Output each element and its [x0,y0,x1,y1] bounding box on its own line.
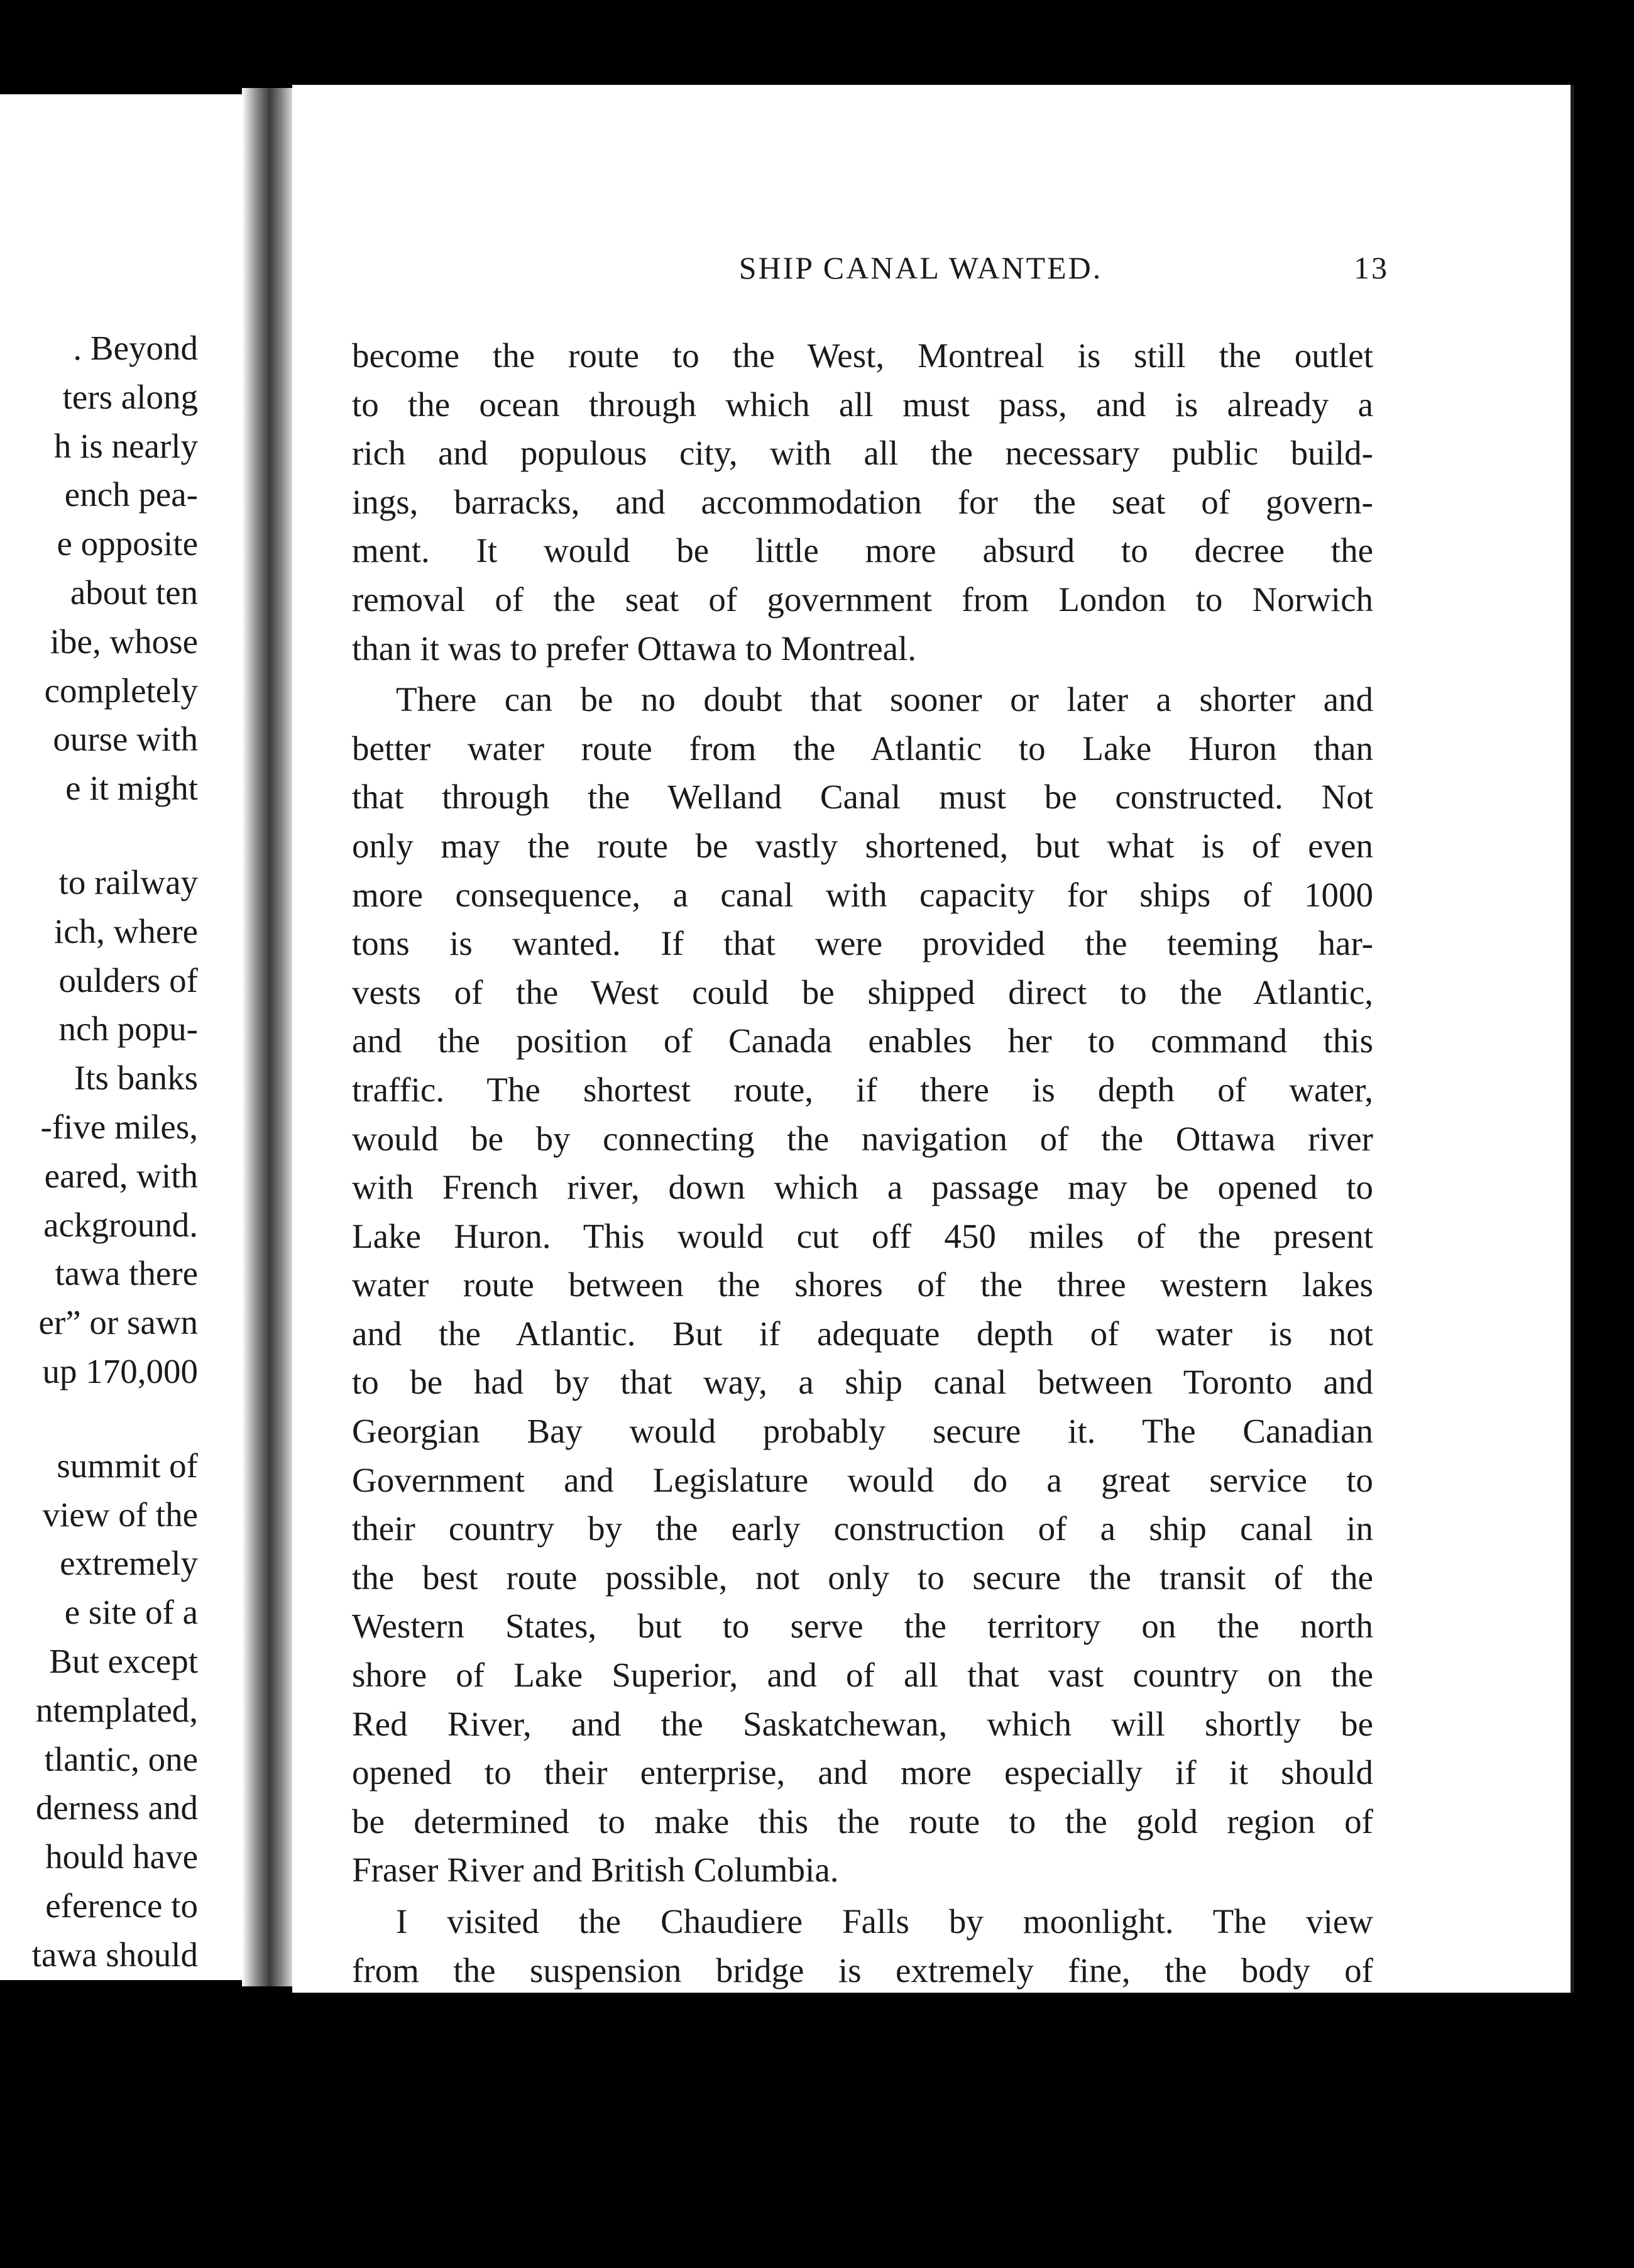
book-gutter [242,88,292,1986]
left-line: derness and [35,1788,198,1827]
text-line: ment. It would be little more absurd to decree the [352,531,1373,570]
left-line: But except [49,1641,198,1680]
text-line: Western States, but to serve the territory on the north [352,1607,1373,1646]
text-line: and the Atlantic. But if adequate depth of water is not [352,1314,1373,1353]
text-line: to be had by that way, a ship canal between Toronto and [352,1363,1373,1402]
left-line: ackground. [43,1205,198,1244]
text-line: Red River, and the Saskatchewan, which will shortly be [352,1704,1373,1743]
text-line: only may the route be vastly shortened, but what is of even [352,826,1373,865]
text-line: become the route to the West, Montreal is still the outlet [352,336,1373,375]
text-line: with French river, down which a passage may be opened to [352,1168,1373,1207]
text-line: Lake Huron. This would cut off 450 miles of the present [352,1216,1373,1255]
text-line: opened to their enterprise, and more especially if it should [352,1753,1373,1792]
left-line: oulders of [58,961,198,999]
left-page-text [32,324,198,1979]
running-title: SHIP CANAL WANTED. [738,250,1103,285]
running-head [292,250,1574,300]
left-line: summit of [57,1446,198,1485]
left-line: about ten [70,573,198,612]
left-line: ench pea- [64,475,198,514]
text-line: There can be no doubt that sooner or later a shorter and [396,680,1373,719]
text-line: to the ocean through which all must pass, and is already a [352,385,1373,424]
text-line: removal of the seat of government from London to Norwich [352,580,1373,619]
text-line: water route between the shores of the three western lakes [352,1265,1373,1304]
text-line: Georgian Bay would probably secure it. The Canadian [352,1412,1373,1451]
page-number: 13 [1354,250,1389,285]
right-page [292,85,1574,1993]
text-line: rich and populous city, with all the necessary public build- [352,434,1373,473]
left-line: completely [44,671,198,710]
text-line: ings, barracks, and accommodation for the seat of govern- [352,482,1373,521]
text-line: would be by connecting the navigation of the Ottawa river [352,1119,1373,1158]
left-line: hould have [45,1837,198,1876]
left-line: ibe, whose [50,622,198,661]
left-line: view of the [42,1495,198,1534]
body-text [352,331,1373,1995]
left-line: h is nearly [53,426,198,465]
left-line: tawa should [31,1935,198,1974]
text-line: that through the Welland Canal must be constructed. Not [352,778,1373,817]
left-line: up 170,000 [42,1351,198,1390]
left-line: e it might [65,769,198,808]
left-line-gap [32,1396,198,1441]
left-line-gap [32,813,198,858]
left-line: Its banks [74,1059,198,1098]
text-line: I visited the Chaudiere Falls by moonlight. The view [396,1902,1373,1940]
left-page-fragment [0,94,242,1980]
left-line: tlantic, one [44,1739,198,1778]
left-line: extremely [60,1544,198,1583]
text-line: shore of Lake Superior, and of all that vast country on the [352,1656,1373,1695]
text-line: the best route possible, not only to secure the transit of the [352,1558,1373,1597]
left-line: eared, with [44,1156,198,1195]
left-line: ourse with [53,720,198,759]
text-line: than it was to prefer Ottawa to Montreal. [352,629,917,668]
left-line: . Beyond [73,329,198,367]
text-line: Fraser River and British Columbia. [352,1851,839,1890]
text-line: Government and Legislature would do a great service to [352,1460,1373,1499]
left-line: ich, where [53,911,198,950]
text-line: tons is wanted. If that were provided the teeming har- [352,924,1373,963]
text-line: more consequence, a canal with capacity for ships of 1000 [352,875,1373,914]
left-line: e opposite [57,524,198,563]
left-line: tawa there [55,1254,198,1293]
left-line: ters along [62,377,198,416]
text-line: traffic. The shortest route, if there is depth of water, [352,1070,1373,1109]
left-line: ntemplated, [35,1690,198,1729]
left-line: e site of a [64,1593,198,1632]
text-line: from the suspension bridge is extremely fine, the body of [352,1951,1373,1990]
text-line: and the position of Canada enables her to command this [352,1021,1373,1060]
left-line: er” or sawn [38,1303,198,1342]
text-line: better water route from the Atlantic to Lake Huron than [352,729,1373,768]
text-line: vests of the West could be shipped direct to the Atlantic, [352,972,1373,1011]
left-line: -five miles, [40,1107,198,1146]
left-line: to railway [58,862,198,901]
text-line: their country by the early construction of a ship canal in [352,1509,1373,1548]
left-line: eference to [45,1886,198,1925]
left-line: nch popu- [58,1010,198,1049]
text-line: be determined to make this the route to the gold region of [352,1802,1373,1841]
